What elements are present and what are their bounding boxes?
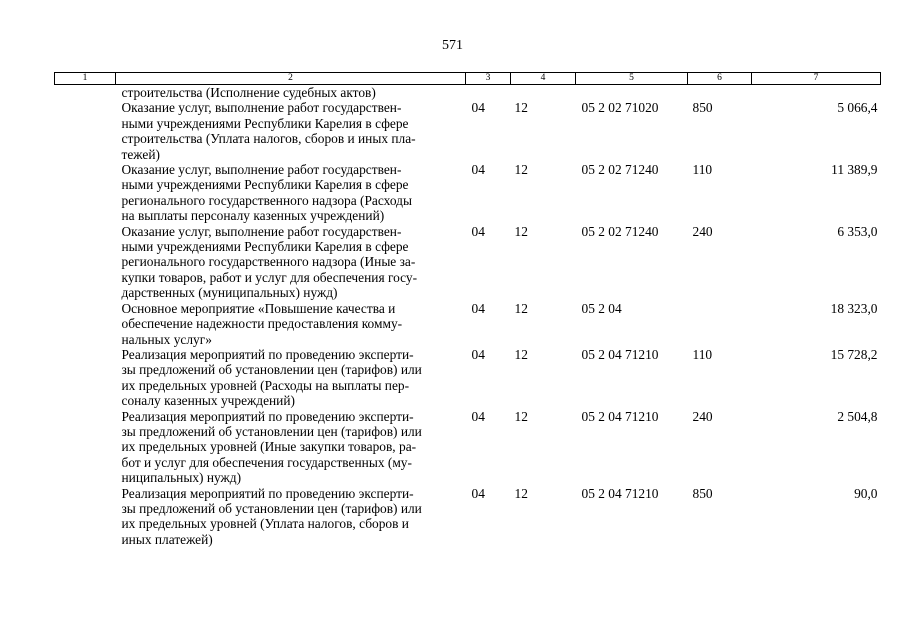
target-article-code: 05 2 02 71240: [581, 223, 659, 239]
section-code: 04: [471, 300, 485, 316]
description-line: регионального государственного надзора (Расходы: [121, 192, 412, 208]
description-line: иных платежей): [121, 531, 213, 547]
subsection-code: [511, 85, 576, 101]
column-header: 2: [116, 73, 466, 85]
description-line: Оказание услуг, выполнение работ государствен-: [121, 100, 402, 116]
description-line: обеспечение надежности предоставления комму-: [121, 316, 403, 332]
expense-type-code: [688, 85, 752, 101]
target-article-code: 05 2 04 71210: [581, 408, 659, 424]
expense-type-code: 110: [692, 162, 713, 178]
description-line: их предельных уровней (Иные закупки товаров, ра-: [121, 439, 417, 455]
description-line: ными учреждениями Республики Карелия в сфере: [121, 239, 409, 255]
description-line: Реализация мероприятий по проведению эксперти-: [121, 485, 414, 501]
subsection-code: 12: [514, 223, 528, 239]
section-code: [466, 85, 511, 101]
table-header: [55, 73, 881, 85]
description-line: строительства (Уплата налогов, сборов и иных пла-: [121, 131, 416, 147]
row-index-cell: [55, 486, 116, 548]
item-description: [116, 224, 466, 301]
row-index-cell: [55, 100, 116, 162]
description-line: купки товаров, работ и услуг для обеспечения госу-: [121, 269, 418, 285]
description-line: регионального государственного надзора (Иные за-: [121, 254, 416, 270]
subsection-code: 12: [514, 346, 528, 362]
target-article-code: 05 2 04 71210: [581, 485, 659, 501]
amount: 5 066,4: [837, 100, 878, 116]
expense-type-code: 110: [692, 346, 713, 362]
row-index-cell: [55, 85, 116, 101]
expense-type-code: 240: [692, 408, 713, 424]
table-row: [55, 486, 881, 548]
target-article-code: 05 2 02 71240: [581, 162, 659, 178]
description-line: зы предложений об установлении цен (тарифов) или: [121, 362, 422, 378]
description-line: тежей): [121, 146, 160, 162]
amount: [752, 85, 881, 101]
amount: 18 323,0: [830, 300, 878, 316]
subsection-code: 12: [514, 100, 528, 116]
column-header: 6: [688, 73, 752, 85]
table-row: [55, 100, 881, 162]
row-index-cell: [55, 162, 116, 224]
amount: 90,0: [854, 485, 878, 501]
item-description: [116, 409, 466, 486]
column-header: 5: [576, 73, 688, 85]
expense-type-code: 240: [692, 223, 713, 239]
section-code: 04: [471, 485, 485, 501]
amount: 11 389,9: [831, 162, 878, 178]
table-row: [55, 409, 881, 486]
table-row: [55, 162, 881, 224]
page-number: 571: [442, 38, 463, 53]
description-line: строительства (Исполнение судебных актов): [121, 85, 376, 100]
expense-type-code: [688, 301, 752, 347]
item-description: [116, 347, 466, 409]
item-description: [116, 301, 466, 347]
subsection-code: 12: [514, 485, 528, 501]
description-line: зы предложений об установлении цен (тарифов) или: [121, 423, 422, 439]
amount: 6 353,0: [837, 223, 878, 239]
target-article-code: [576, 85, 688, 101]
section-code: 04: [471, 100, 485, 116]
item-description: [116, 486, 466, 548]
row-index-cell: [55, 409, 116, 486]
row-index-cell: [55, 301, 116, 347]
section-code: 04: [471, 162, 485, 178]
description-line: их предельных уровней (Уплата налогов, сборов и: [121, 516, 409, 532]
table-row: [55, 301, 881, 347]
subsection-code: 12: [514, 300, 528, 316]
column-header: 7: [752, 73, 881, 85]
table-row: [55, 224, 881, 301]
description-line: Оказание услуг, выполнение работ государствен-: [121, 223, 402, 239]
budget-table: [54, 72, 881, 547]
table-body: [55, 85, 881, 548]
description-line: на выплаты персоналу казенных учреждений): [121, 208, 385, 224]
description-line: ными учреждениями Республики Карелия в сфере: [121, 177, 409, 193]
amount: 2 504,8: [837, 408, 878, 424]
target-article-code: 05 2 02 71020: [581, 100, 659, 116]
description-line: ниципальных) нужд): [121, 470, 242, 486]
description-line: бот и услуг для обеспечения государственных (му-: [121, 454, 412, 470]
description-line: ными учреждениями Республики Карелия в сфере: [121, 115, 409, 131]
target-article-code: 05 2 04: [581, 300, 622, 316]
description-line: Реализация мероприятий по проведению эксперти-: [121, 346, 414, 362]
row-index-cell: [55, 224, 116, 301]
column-number-row: [55, 73, 881, 85]
expense-type-code: 850: [692, 100, 713, 116]
target-article-code: 05 2 04 71210: [581, 346, 659, 362]
subsection-code: 12: [514, 162, 528, 178]
item-description: [116, 162, 466, 224]
description-line: их предельных уровней (Расходы на выплаты пер-: [121, 377, 410, 393]
item-description: [116, 85, 466, 101]
item-description: [116, 100, 466, 162]
description-line: соналу казенных учреждений): [121, 393, 295, 409]
description-line: Реализация мероприятий по проведению эксперти-: [121, 408, 414, 424]
section-code: 04: [471, 346, 485, 362]
table-row: [55, 347, 881, 409]
expense-type-code: 850: [692, 485, 713, 501]
subsection-code: 12: [514, 408, 528, 424]
description-line: Оказание услуг, выполнение работ государствен-: [121, 162, 402, 178]
column-header: 4: [511, 73, 576, 85]
section-code: 04: [471, 408, 485, 424]
column-header: 1: [55, 73, 116, 85]
section-code: 04: [471, 223, 485, 239]
description-line: зы предложений об установлении цен (тарифов) или: [121, 500, 422, 516]
table-row: [55, 85, 881, 101]
description-line: нальных услуг»: [121, 331, 212, 347]
column-header: 3: [466, 73, 511, 85]
amount: 15 728,2: [830, 346, 878, 362]
row-index-cell: [55, 347, 116, 409]
description-line: дарственных (муниципальных) нужд): [121, 285, 338, 301]
description-line: Основное мероприятие «Повышение качества и: [121, 300, 396, 316]
